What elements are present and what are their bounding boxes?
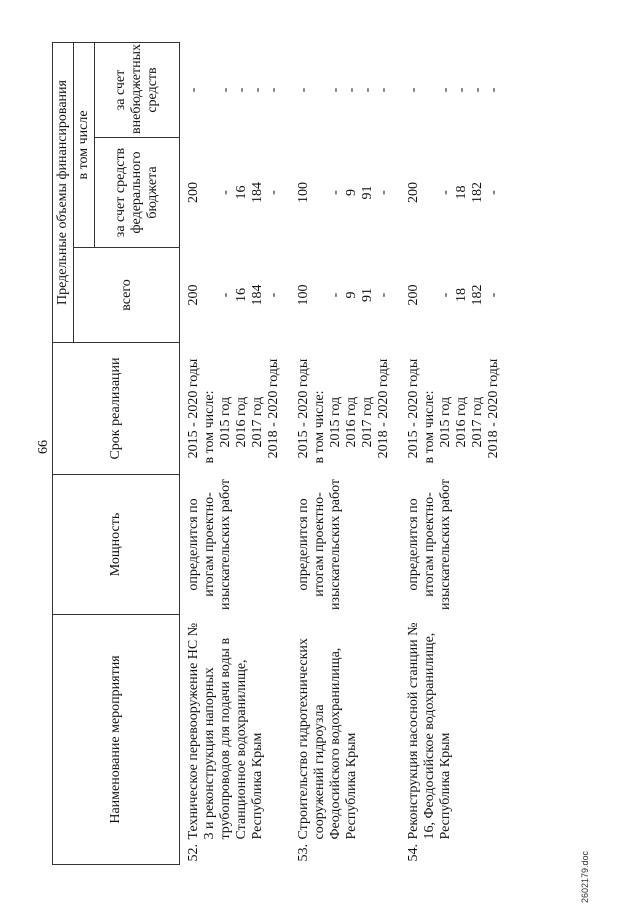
period-line: в том числе:	[202, 390, 217, 464]
total-value: 91	[360, 288, 375, 302]
federal-value	[422, 141, 438, 245]
total-value: -	[266, 292, 281, 298]
federal-value: 100	[296, 182, 311, 203]
row-federal-cell	[180, 138, 293, 248]
extra-value: -	[296, 87, 311, 93]
extra-value: -	[344, 87, 359, 93]
table-row	[292, 43, 402, 865]
row-extra-cell	[292, 43, 402, 138]
header-extra: за счет внебюджетных средств	[95, 43, 180, 138]
extra-value: -	[218, 87, 233, 93]
total-value: -	[218, 292, 233, 298]
federal-value	[202, 141, 218, 245]
row-capacity: определится по итогам проектно-изыскательских работ	[406, 478, 453, 611]
row-federal-cell	[402, 138, 512, 248]
funding-table	[52, 42, 512, 865]
period-line: в том числе:	[312, 390, 327, 464]
federal-value: -	[376, 190, 391, 195]
period-line: 2017 год	[470, 396, 485, 448]
row-number: 54.	[406, 844, 421, 862]
period-line: 2015 год	[328, 396, 343, 448]
row-capacity: определится по итогам проектно-изыскательских работ	[186, 478, 233, 611]
row-name: Реконструкция насосной станции № 16, Феодосийское водохранилище, Республика Крым	[406, 622, 453, 840]
extra-value	[422, 46, 438, 135]
row-federal-cell	[292, 138, 402, 248]
header-capacity: Мощность	[53, 475, 180, 615]
row-period-cell	[402, 343, 512, 475]
total-value: 16	[234, 288, 249, 302]
page-number: 66	[36, 440, 51, 454]
row-name-cell	[180, 615, 293, 865]
row-period-cell	[292, 343, 402, 475]
header-period: Срок реализации	[53, 343, 180, 475]
total-value: 184	[250, 284, 265, 306]
extra-value	[312, 46, 328, 135]
period-line: 2016 год	[234, 396, 249, 448]
row-name: Строительство гидротехнических сооружений гидроузла Феодосийского водохранилища, Республика Крым	[296, 638, 359, 840]
row-capacity: определится по итогам проектно-изыскательских работ	[296, 478, 343, 611]
period-line: 2015 год	[438, 396, 453, 448]
period-line: 2015 - 2020 годы	[186, 358, 201, 459]
federal-value: 9	[344, 189, 359, 196]
federal-value: -	[266, 190, 281, 195]
header-name: Наименование мероприятия	[53, 615, 180, 865]
extra-value: -	[486, 87, 501, 93]
period-line: 2016 год	[344, 396, 359, 448]
federal-value	[312, 141, 328, 245]
total-value: 200	[186, 284, 201, 306]
period-line: 2015 - 2020 годы	[296, 358, 311, 459]
federal-value: -	[218, 190, 233, 195]
total-value	[202, 251, 218, 340]
extra-value: -	[454, 87, 469, 93]
total-value	[422, 251, 438, 340]
total-value: -	[438, 292, 453, 298]
extra-value: -	[376, 87, 391, 93]
table-row	[402, 43, 512, 865]
total-value: -	[376, 292, 391, 298]
extra-value: -	[234, 87, 249, 93]
row-extra-cell	[180, 43, 293, 138]
federal-value: 18	[454, 185, 469, 200]
period-line: 2016 год	[454, 396, 469, 448]
extra-value	[202, 46, 218, 135]
row-total-cell	[402, 248, 512, 343]
table-body	[180, 43, 513, 865]
row-name-cell	[402, 615, 512, 865]
period-line: 2015 год	[218, 396, 233, 448]
total-value: -	[486, 292, 501, 298]
total-value: 18	[454, 288, 469, 302]
header-total: всего	[74, 248, 180, 343]
row-name-cell	[292, 615, 402, 865]
header-including: в том числе	[74, 43, 95, 248]
period-line: 2017 год	[250, 396, 265, 448]
row-extra-cell	[402, 43, 512, 138]
period-line: 2017 год	[360, 396, 375, 448]
header-federal: за счет средств федерального бюджета	[95, 138, 180, 248]
period-line: 2018 - 2020 годы	[376, 358, 391, 459]
federal-value: -	[438, 190, 453, 195]
total-value	[312, 251, 328, 340]
period-line: 2018 - 2020 годы	[486, 358, 501, 459]
federal-value: 184	[250, 182, 265, 203]
period-line: 2015 - 2020 годы	[406, 358, 421, 459]
extra-value: -	[250, 87, 265, 93]
row-total-cell	[292, 248, 402, 343]
period-line: 2018 - 2020 годы	[266, 358, 281, 459]
total-value: 182	[470, 284, 485, 306]
federal-value: -	[486, 190, 501, 195]
extra-value: -	[470, 87, 485, 93]
extra-value: -	[186, 87, 201, 93]
row-number: 53.	[296, 844, 311, 862]
federal-value: -	[328, 190, 343, 195]
period-line: в том числе:	[422, 390, 437, 464]
total-value: 100	[296, 284, 311, 306]
extra-value: -	[360, 87, 375, 93]
total-value: -	[328, 292, 343, 298]
extra-value: -	[266, 87, 281, 93]
total-value: 200	[406, 284, 421, 306]
total-value: 9	[344, 291, 359, 299]
header-funding: Предельные объемы финансирования	[53, 43, 74, 343]
extra-value: -	[328, 87, 343, 93]
extra-value: -	[438, 87, 453, 93]
row-name: Техническое перевооружение НС № 3 и реконструкция напорных трубопроводов для подачи воды в Станционное водохранилище, Республика Крым	[186, 622, 265, 840]
extra-value: -	[406, 87, 421, 93]
row-total-cell	[180, 248, 293, 343]
document-footer: 2602179.doc	[580, 850, 590, 903]
federal-value: 182	[470, 182, 485, 203]
table-row	[180, 43, 293, 865]
federal-value: 200	[406, 182, 421, 203]
row-number: 52.	[186, 844, 201, 862]
federal-value: 91	[360, 185, 375, 200]
federal-value: 16	[234, 185, 249, 200]
row-period-cell	[180, 343, 293, 475]
federal-value: 200	[186, 182, 201, 203]
